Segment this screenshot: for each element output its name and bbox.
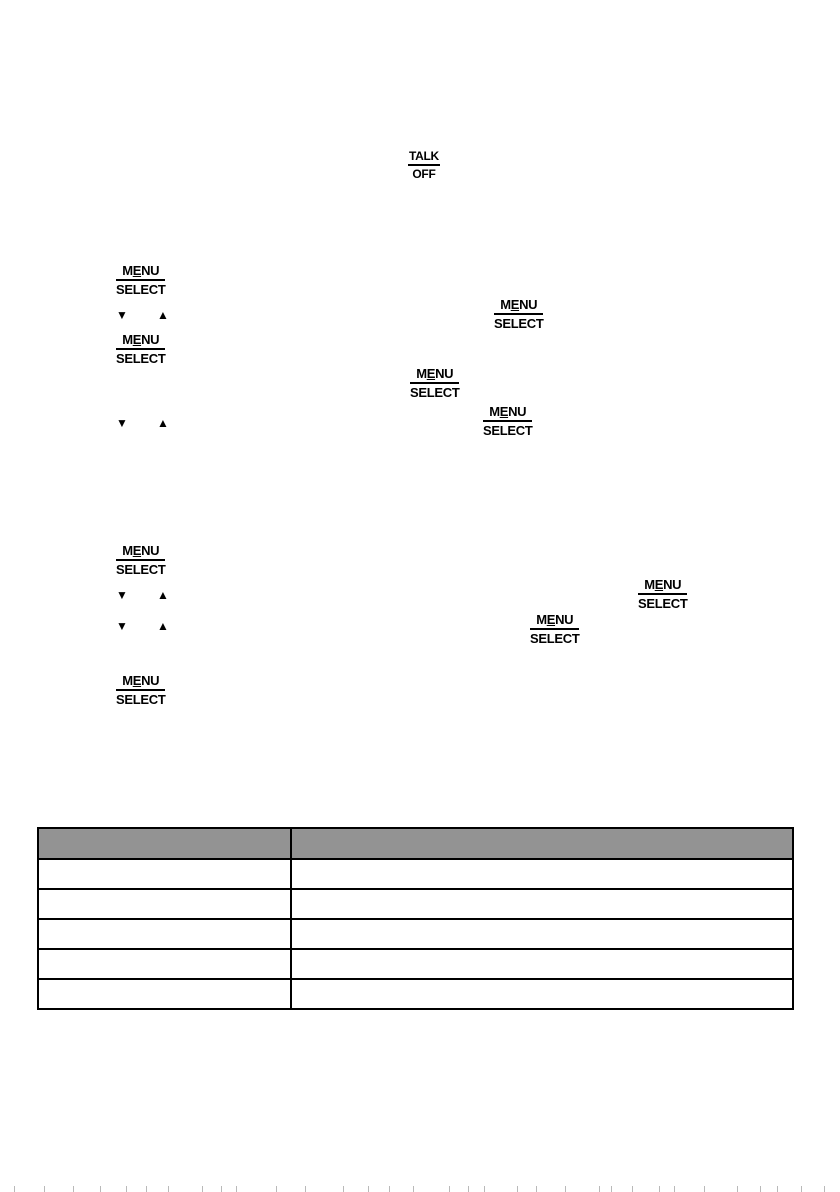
menu-select-key-icon: MENU SELECT [638, 577, 688, 611]
table-row [38, 919, 793, 949]
menu-select-key-icon: MENU SELECT [116, 543, 166, 577]
page-edge-marks [0, 1184, 840, 1192]
talk-off-key-icon: TALK OFF [409, 149, 439, 181]
table-cell [291, 979, 793, 1009]
table-cell [291, 949, 793, 979]
table-cell [38, 859, 291, 889]
table-cell [291, 919, 793, 949]
table-cell [38, 949, 291, 979]
table-row [38, 889, 793, 919]
table-cell [291, 889, 793, 919]
down-arrow-icon: ▼ [116, 416, 128, 430]
menu-select-key-icon: MENU SELECT [483, 404, 533, 438]
table-header-cell [38, 828, 291, 859]
table-cell [38, 919, 291, 949]
table-row [38, 859, 793, 889]
menu-select-key-icon: MENU SELECT [116, 263, 166, 297]
table-cell [291, 859, 793, 889]
menu-select-key-icon: MENU SELECT [530, 612, 580, 646]
table-cell [38, 889, 291, 919]
table-row [38, 949, 793, 979]
table-header-row [38, 828, 793, 859]
table-header-cell [291, 828, 793, 859]
menu-select-key-icon: MENU SELECT [116, 332, 166, 366]
down-arrow-icon: ▼ [116, 619, 128, 633]
up-arrow-icon: ▲ [157, 308, 169, 322]
down-arrow-icon: ▼ [116, 588, 128, 602]
down-arrow-icon: ▼ [116, 308, 128, 322]
table-cell [38, 979, 291, 1009]
up-arrow-icon: ▲ [157, 619, 169, 633]
up-arrow-icon: ▲ [157, 416, 169, 430]
settings-table [37, 827, 794, 1010]
menu-select-key-icon: MENU SELECT [116, 673, 166, 707]
up-arrow-icon: ▲ [157, 588, 169, 602]
menu-select-key-icon: MENU SELECT [494, 297, 544, 331]
table-row [38, 979, 793, 1009]
menu-select-key-icon: MENU SELECT [410, 366, 460, 400]
